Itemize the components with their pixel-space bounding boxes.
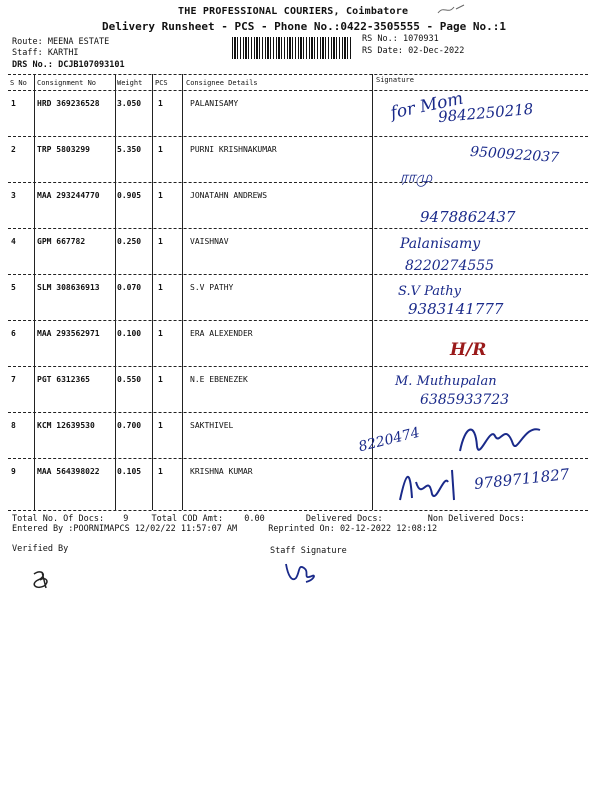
cell-consignment: MAA 293244770 xyxy=(37,191,100,200)
rs-date-row xyxy=(362,46,464,56)
cell-sno: 6 xyxy=(11,329,16,338)
rs-date-label: RS Date: xyxy=(362,46,403,56)
cell-pcs: 1 xyxy=(158,421,163,430)
cell-consignee: N.E EBENEZEK xyxy=(190,375,248,384)
cell-pcs: 1 xyxy=(158,191,163,200)
entered-by: Entered By :POORNIMAPCS 12/02/22 11:57:07 AM xyxy=(12,524,238,534)
cod-value: 0.00 xyxy=(244,514,265,524)
rs-date-value: 02-Dec-2022 xyxy=(408,46,465,56)
cod-label: Total COD Amt: xyxy=(151,514,224,524)
handwritten-scrawl-icon xyxy=(455,416,545,460)
cell-consignment: SLM 308636913 xyxy=(37,283,100,292)
cell-consignment: MAA 564398022 xyxy=(37,467,100,476)
handwritten-phone: 9478862437 xyxy=(420,208,516,226)
cell-weight: 0.550 xyxy=(117,375,142,384)
staff-value: KARTHI xyxy=(47,48,79,58)
col-header-sno: S No xyxy=(10,79,27,87)
cell-pcs: 1 xyxy=(158,375,163,384)
rs-no-label: RS No.: xyxy=(362,34,398,44)
handwritten-signature: Palanisamy xyxy=(400,236,481,252)
handwritten-phone: 8220274555 xyxy=(405,258,495,274)
rs-no-row xyxy=(362,34,439,44)
cell-pcs: 1 xyxy=(158,467,163,476)
table-bottom-rule xyxy=(8,510,588,511)
runsheet-title: Delivery Runsheet - PCS - Phone No.:0422-3505555 - Page No.:1 xyxy=(102,20,506,33)
row-divider xyxy=(8,412,588,413)
staff-label: Staff: xyxy=(12,48,43,58)
handwritten-signature: for Mom xyxy=(388,88,466,124)
route-label: Route: xyxy=(12,37,43,47)
cell-pcs: 1 xyxy=(158,237,163,246)
handwritten-signature: S.V Pathy xyxy=(398,284,461,299)
cell-sno: 4 xyxy=(11,237,16,246)
handwritten-phone: 9500922037 xyxy=(469,143,560,167)
row-divider xyxy=(8,366,588,367)
row-divider xyxy=(8,458,588,459)
handwritten-scrawl-icon xyxy=(396,462,466,508)
cell-consignee: ERA ALEXENDER xyxy=(190,329,253,338)
cell-consignment: HRD 369236528 xyxy=(37,99,100,108)
cell-consignment: KCM 12639530 xyxy=(37,421,95,430)
company-title: THE PROFESSIONAL COURIERS, Coimbatore xyxy=(178,6,409,17)
handwritten-signature: ராமு xyxy=(400,168,433,186)
cell-weight: 5.350 xyxy=(117,145,142,154)
total-docs-value: 9 xyxy=(123,514,129,524)
row-divider xyxy=(8,320,588,321)
delivered-label: Delivered Docs: xyxy=(305,514,383,524)
drs-label: DRS No.: xyxy=(12,60,53,70)
cell-consignee: VAISHNAV xyxy=(190,237,229,246)
cell-sno: 9 xyxy=(11,467,16,476)
cell-pcs: 1 xyxy=(158,99,163,108)
verified-by-label: Verified By xyxy=(12,544,69,554)
handwritten-phone: 6385933723 xyxy=(420,392,510,408)
row-divider xyxy=(8,136,588,137)
route-value: MEENA ESTATE xyxy=(47,37,110,47)
row-divider xyxy=(8,274,588,275)
staff-signature-icon xyxy=(282,558,318,588)
entry-row xyxy=(12,524,437,534)
cell-sno: 3 xyxy=(11,191,16,200)
cell-weight: 0.250 xyxy=(117,237,142,246)
col-divider xyxy=(182,74,183,510)
handwritten-phone: 9789711827 xyxy=(473,465,571,493)
handwritten-signature: H/R xyxy=(450,340,487,360)
table-top-rule xyxy=(8,74,588,75)
cell-consignee: JONATAHN ANDREWS xyxy=(190,191,268,200)
handwritten-signature: 8220474 xyxy=(356,424,422,456)
totals-row xyxy=(12,514,525,524)
row-divider xyxy=(8,228,588,229)
non-delivered-label: Non Delivered Docs: xyxy=(427,514,526,524)
col-header-signature: Signature xyxy=(376,76,414,84)
cell-pcs: 1 xyxy=(158,329,163,338)
staff-signature-label: Staff Signature xyxy=(270,546,347,556)
corner-mark-icon xyxy=(436,3,466,17)
cell-weight: 0.905 xyxy=(117,191,142,200)
reprinted-on: Reprinted On: 02-12-2022 12:08:12 xyxy=(268,524,438,534)
handwritten-signature: M. Muthupalan xyxy=(395,374,497,389)
handwritten-phone: 9383141777 xyxy=(408,300,504,318)
drs-row xyxy=(12,60,125,70)
row-divider xyxy=(8,182,588,183)
table-header-rule xyxy=(8,90,588,91)
cell-sno: 5 xyxy=(11,283,16,292)
cell-consignment: PGT 6312365 xyxy=(37,375,90,384)
cell-consignee: PALANISAMY xyxy=(190,99,239,108)
cell-weight: 0.100 xyxy=(117,329,142,338)
cell-sno: 7 xyxy=(11,375,16,384)
staff-row xyxy=(12,48,79,58)
cell-consignment: GPM 667782 xyxy=(37,237,86,246)
cell-sno: 8 xyxy=(11,421,16,430)
cell-consignee: KRISHNA KUMAR xyxy=(190,467,253,476)
col-divider xyxy=(34,74,35,510)
cell-consignee: S.V PATHY xyxy=(190,283,234,292)
cell-weight: 0.700 xyxy=(117,421,142,430)
drs-value: DCJB107093101 xyxy=(58,60,125,70)
total-docs-label: Total No. Of Docs: xyxy=(12,514,105,524)
handwritten-phone: 9842250218 xyxy=(437,99,535,127)
cell-weight: 0.105 xyxy=(117,467,142,476)
col-header-weight: Weight xyxy=(117,79,143,87)
cell-sno: 2 xyxy=(11,145,16,154)
cell-sno: 1 xyxy=(11,99,16,108)
cell-consignment: TRP 5803299 xyxy=(37,145,90,154)
cell-consignee: PURNI KRISHNAKUMAR xyxy=(190,145,277,154)
col-divider xyxy=(115,74,116,510)
verified-signature-icon xyxy=(28,566,54,592)
barcode xyxy=(232,37,352,59)
rs-no-value: 1070931 xyxy=(402,34,439,44)
cell-pcs: 1 xyxy=(158,283,163,292)
col-header-consignment: Consignment No xyxy=(37,79,97,87)
route-row xyxy=(12,37,109,47)
cell-consignment: MAA 293562971 xyxy=(37,329,100,338)
cell-weight: 0.070 xyxy=(117,283,142,292)
col-divider xyxy=(152,74,153,510)
col-header-consignee: Consignee Details xyxy=(186,79,258,87)
cell-pcs: 1 xyxy=(158,145,163,154)
cell-consignee: SAKTHIVEL xyxy=(190,421,234,430)
col-header-pcs: PCS xyxy=(155,79,168,87)
cell-weight: 3.050 xyxy=(117,99,142,108)
